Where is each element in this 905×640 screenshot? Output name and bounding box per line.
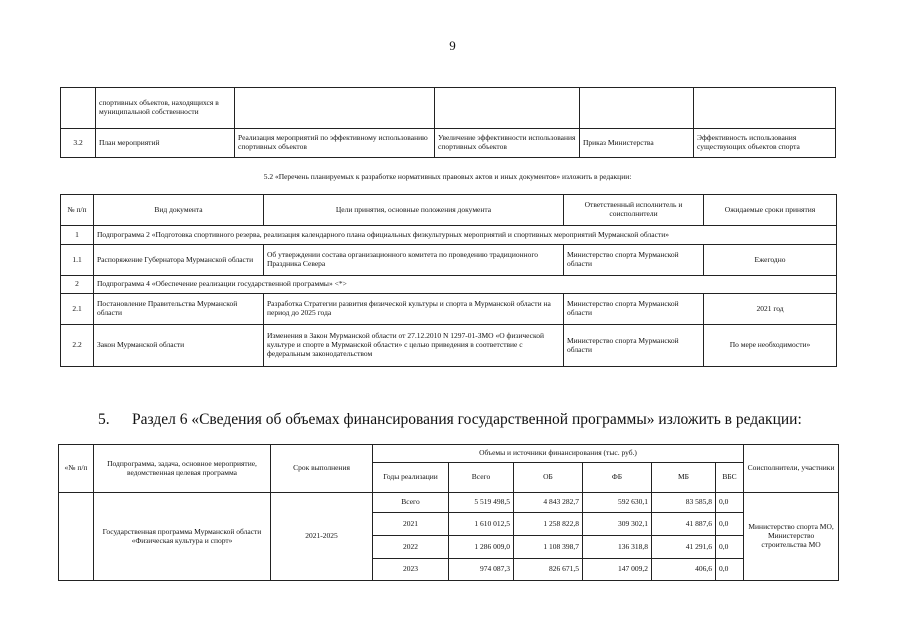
table-row [61, 226, 837, 245]
cell-total: 974 087,3 [449, 559, 514, 581]
cell-responsible: Министерство спорта Мурманской области [564, 325, 704, 367]
header-num: «№ п/п [59, 445, 94, 493]
list-caption: 5.2 «Перечень планируемых к разработке нормативных правовых актов и иных документов» изложить в редакции: [263, 172, 632, 181]
cell-indicator [694, 88, 836, 129]
cell-num: 1.1 [61, 245, 94, 276]
table-row [61, 245, 837, 276]
cell-year: 2022 [373, 536, 449, 559]
legal-acts-table [60, 194, 837, 367]
cell-goal: Изменения в Закон Мурманской области от 27.12.2010 N 1297-01-ЗМО «О физической культуре и спорте в Мурманской области» с целью приведения в соответствие с федеральным законодательством [264, 325, 564, 367]
cell-term: По мере необходимости» [704, 325, 837, 367]
cell-doc [580, 88, 694, 129]
header-ob: ОБ [514, 463, 583, 493]
cell-result: Увеличение эффективности использования спортивных объектов [435, 129, 580, 158]
cell-mb: 83 585,8 [652, 493, 716, 513]
cell-mb: 41 291,6 [652, 536, 716, 559]
cell-term: 2021-2025 [271, 493, 373, 581]
cell-num: 2.2 [61, 325, 94, 367]
subprogram-title: Подпрограмма 4 «Обеспечение реализации государственной программы» <*> [94, 276, 837, 294]
cell-num [59, 493, 94, 581]
cell-doc: Приказ Министерства [580, 129, 694, 158]
cell-vbs: 0,0 [716, 559, 744, 581]
cell-indicator: Эффективность использования существующих объектов спорта [694, 129, 836, 158]
header-funding: Объемы и источники финансирования (тыс. руб.) [373, 445, 744, 463]
cell-num: 2.1 [61, 294, 94, 325]
cell-num: 1 [61, 226, 94, 245]
header-program: Подпрограмма, задача, основное мероприятие, ведомственная целевая программа [94, 445, 271, 493]
page-number: 9 [449, 38, 456, 53]
subprogram-title: Подпрограмма 2 «Подготовка спортивного резерва, реализация календарного плана официальных физкультурных мероприятий и спортивных мероприятий Мурманской области» [94, 226, 837, 245]
cell-fb: 136 318,8 [583, 536, 652, 559]
header-doc-type: Вид документа [94, 195, 264, 226]
section-title: Раздел 6 «Сведения об объемах финансирования государственной программы» изложить в редакции: [132, 411, 802, 428]
cell-fb: 147 009,2 [583, 559, 652, 581]
cell-ob: 4 843 282,7 [514, 493, 583, 513]
cell-year: 2023 [373, 559, 449, 581]
cell-mb: 406,6 [652, 559, 716, 581]
cell-total: 1 610 012,5 [449, 513, 514, 536]
activities-table [60, 87, 836, 158]
header-goals: Цели принятия, основные положения документа [264, 195, 564, 226]
cell-goal [235, 88, 435, 129]
table-row [61, 294, 837, 325]
header-num: № п/п [61, 195, 94, 226]
cell-vbs: 0,0 [716, 513, 744, 536]
cell-doc-type: Закон Мурманской области [94, 325, 264, 367]
cell-num [61, 88, 96, 129]
header-term: Срок выполнения [271, 445, 373, 493]
cell-ob: 1 108 398,7 [514, 536, 583, 559]
cell-name: План мероприятий [96, 129, 235, 158]
cell-year: 2021 [373, 513, 449, 536]
table-row [61, 276, 837, 294]
cell-doc-type: Распоряжение Губернатора Мурманской области [94, 245, 264, 276]
header-terms: Ожидаемые сроки принятия [704, 195, 837, 226]
cell-total: 1 286 009,0 [449, 536, 514, 559]
table-row [61, 325, 837, 367]
header-responsible: Ответственный исполнитель и соисполнители [564, 195, 704, 226]
cell-fb: 592 630,1 [583, 493, 652, 513]
cell-goal: Реализация мероприятий по эффективному использованию спортивных объектов [235, 129, 435, 158]
cell-num: 2 [61, 276, 94, 294]
cell-ob: 1 258 822,8 [514, 513, 583, 536]
cell-responsible: Министерство спорта Мурманской области [564, 245, 704, 276]
table-header-row [59, 445, 839, 463]
cell-term: 2021 год [704, 294, 837, 325]
cell-ob: 826 671,5 [514, 559, 583, 581]
table-header-row [61, 195, 837, 226]
cell-result [435, 88, 580, 129]
header-years: Годы реализации [373, 463, 449, 493]
header-executors: Соисполнители, участники [744, 445, 839, 493]
cell-vbs: 0,0 [716, 536, 744, 559]
cell-program: Государственная программа Мурманской области «Физическая культура и спорт» [94, 493, 271, 581]
cell-term: Ежегодно [704, 245, 837, 276]
cell-goal: Разработка Стратегии развития физической культуры и спорта в Мурманской области на период до 2025 года [264, 294, 564, 325]
cell-mb: 41 887,6 [652, 513, 716, 536]
table-row [61, 129, 836, 158]
cell-fb: 309 302,1 [583, 513, 652, 536]
cell-vbs: 0,0 [716, 493, 744, 513]
cell-num: 3.2 [61, 129, 96, 158]
section-number: 5. [98, 411, 110, 428]
cell-goal: Об утверждении состава организационного комитета по проведению традиционного Праздника Севера [264, 245, 564, 276]
header-total: Всего [449, 463, 514, 493]
cell-executors: Министерство спорта МО, Министерство строительства МО [744, 493, 839, 581]
cell-responsible: Министерство спорта Мурманской области [564, 294, 704, 325]
header-mb: МБ [652, 463, 716, 493]
header-fb: ФБ [583, 463, 652, 493]
table-row [61, 88, 836, 129]
section-heading [98, 411, 802, 429]
cell-doc-type: Постановление Правительства Мурманской области [94, 294, 264, 325]
cell-name: спортивных объектов, находящихся в муниципальной собственности [96, 88, 235, 129]
table-row [59, 493, 839, 513]
cell-total: 5 519 498,5 [449, 493, 514, 513]
financing-table [58, 444, 839, 581]
cell-year: Всего [373, 493, 449, 513]
header-vbs: ВБС [716, 463, 744, 493]
